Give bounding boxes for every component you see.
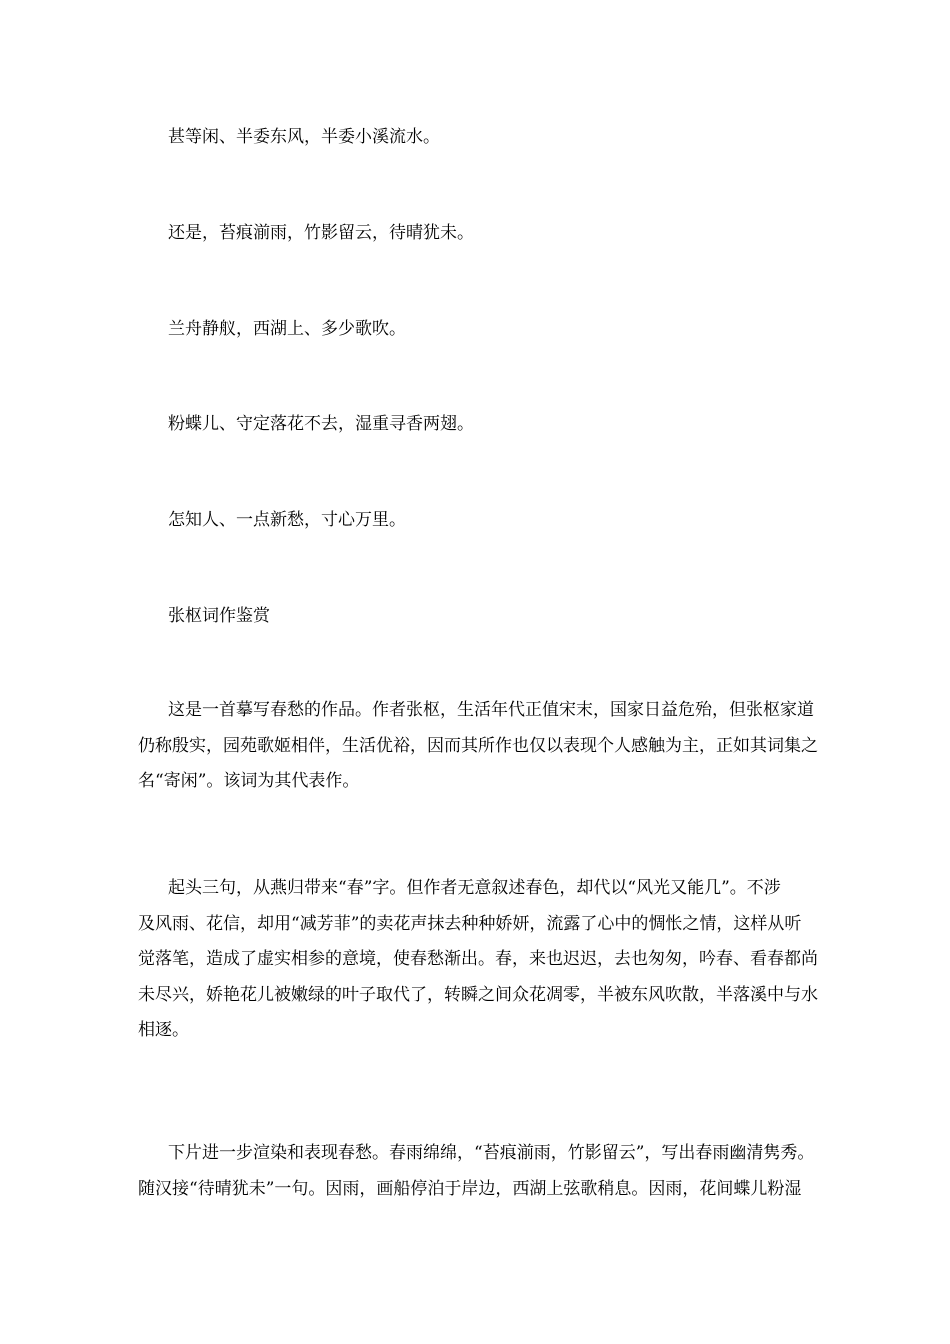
poem-line-4: 粉蝶儿、守定落花不去，湿重寻香两翅。 [168,414,474,434]
paragraph-line: 名“寄闲”。该词为其代表作。 [138,771,360,791]
paragraph-line: 仍称殷实，园苑歌姬相伴，生活优裕，因而其所作也仅以表现个人感触为主，正如其词集之 [138,735,818,756]
paragraph-1 [138,693,818,800]
paragraph-line: 随汉接“待晴犹未”一句。因雨，画船停泊于岸边，西湖上弦歌稍息。因雨，花间蝶儿粉湿 [138,1178,802,1199]
paragraph-line: 下片进一步渲染和表现春愁。春雨绵绵，“苔痕湔雨，竹影留云”，写出春雨幽清隽秀。 [168,1143,815,1163]
paragraph-line: 这是一首摹写春愁的作品。作者张枢，生活年代正值宋末，国家日益危殆，但张枢家道 [168,700,814,720]
poem-line-5: 怎知人、一点新愁，寸心万里。 [168,510,406,530]
paragraph-2 [138,871,818,1049]
paragraph-line: 及风雨、花信，却用“减芳菲”的卖花声抹去种种娇妍，流露了心中的惆怅之情，这样从听 [138,913,802,934]
poem-line-1: 甚等闲、半委东风，半委小溪流水。 [168,127,440,147]
paragraph-line: 觉落笔，造成了虚实相参的意境，使春愁渐出。春，来也迟迟，去也匆匆，吟春、看春都尚 [138,949,818,969]
paragraph-line: 相逐。 [138,1020,189,1040]
paragraph-line: 起头三句，从燕归带来“春”字。但作者无意叙述春色，却代以“风光又能几”。不涉 [168,878,781,898]
poem-line-3: 兰舟静舣，西湖上、多少歌吹。 [168,319,406,339]
section-heading: 张枢词作鉴赏 [168,606,270,626]
poem-line-2: 还是，苔痕湔雨，竹影留云，待晴犹未。 [168,223,474,243]
paragraph-line: 未尽兴，娇艳花儿被嫩绿的叶子取代了，转瞬之间众花凋零，半被东风吹散，半落溪中与水 [138,984,818,1005]
paragraph-3 [138,1136,818,1207]
